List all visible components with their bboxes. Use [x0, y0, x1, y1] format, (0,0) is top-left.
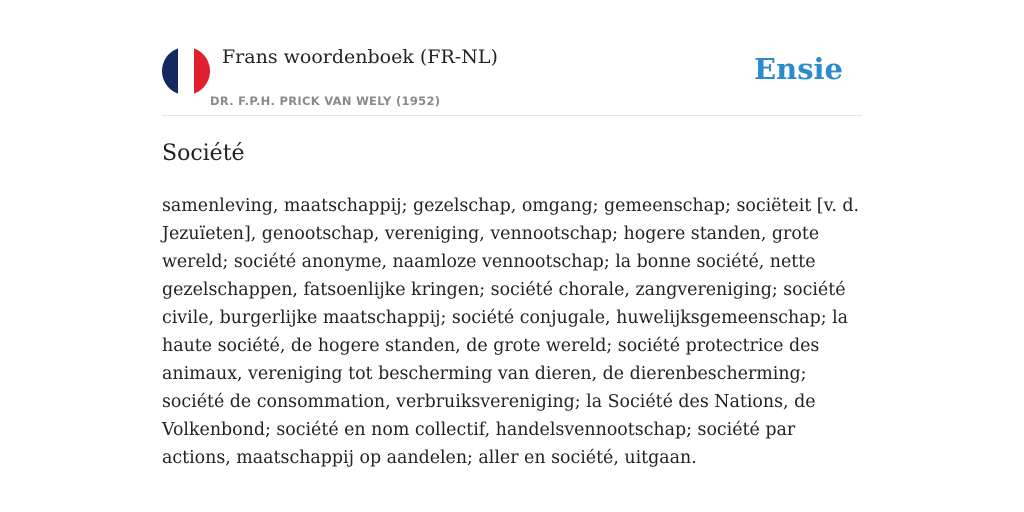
entry-headword: Société [162, 141, 245, 166]
entry-definition: samenleving, maatschappij; gezelschap, omgang; gemeenschap; sociëteit [v. d. Jezuïeten], genootschap, vereniging, vennootschap; hogere standen, grote wereld; société anonyme, naamloze vennootschap; la bonne société, nette gezelschappen, fatsoenlijke kringen; société chorale, zangvereniging; société civile, burgerlijke maatschappij; société conjugale, huwelijksgemeenschap; la haute société, de hogere standen, de grote wereld; société protectrice des animaux, vereniging tot bescherming van dieren, de dierenbescherming; société de consommation, verbruiksvereniging; la Société des Nations, de Volkenbond; société en nom collectif, handelsvennootschap; société par actions, maatschappij op aandelen; aller en société, uitgaan. [162, 196, 860, 468]
dictionary-card [162, 0, 862, 512]
france-flag-icon [162, 47, 210, 95]
dictionary-header [162, 0, 862, 116]
ensie-logo[interactable]: Ensie [754, 52, 843, 86]
dictionary-author: DR. F.P.H. PRICK VAN WELY (1952) [210, 94, 441, 108]
flag-red-stripe [194, 47, 210, 95]
dictionary-title[interactable]: Frans woordenboek (FR-NL) [222, 46, 498, 68]
flag-white-stripe [178, 47, 194, 95]
flag-blue-stripe [162, 47, 178, 95]
